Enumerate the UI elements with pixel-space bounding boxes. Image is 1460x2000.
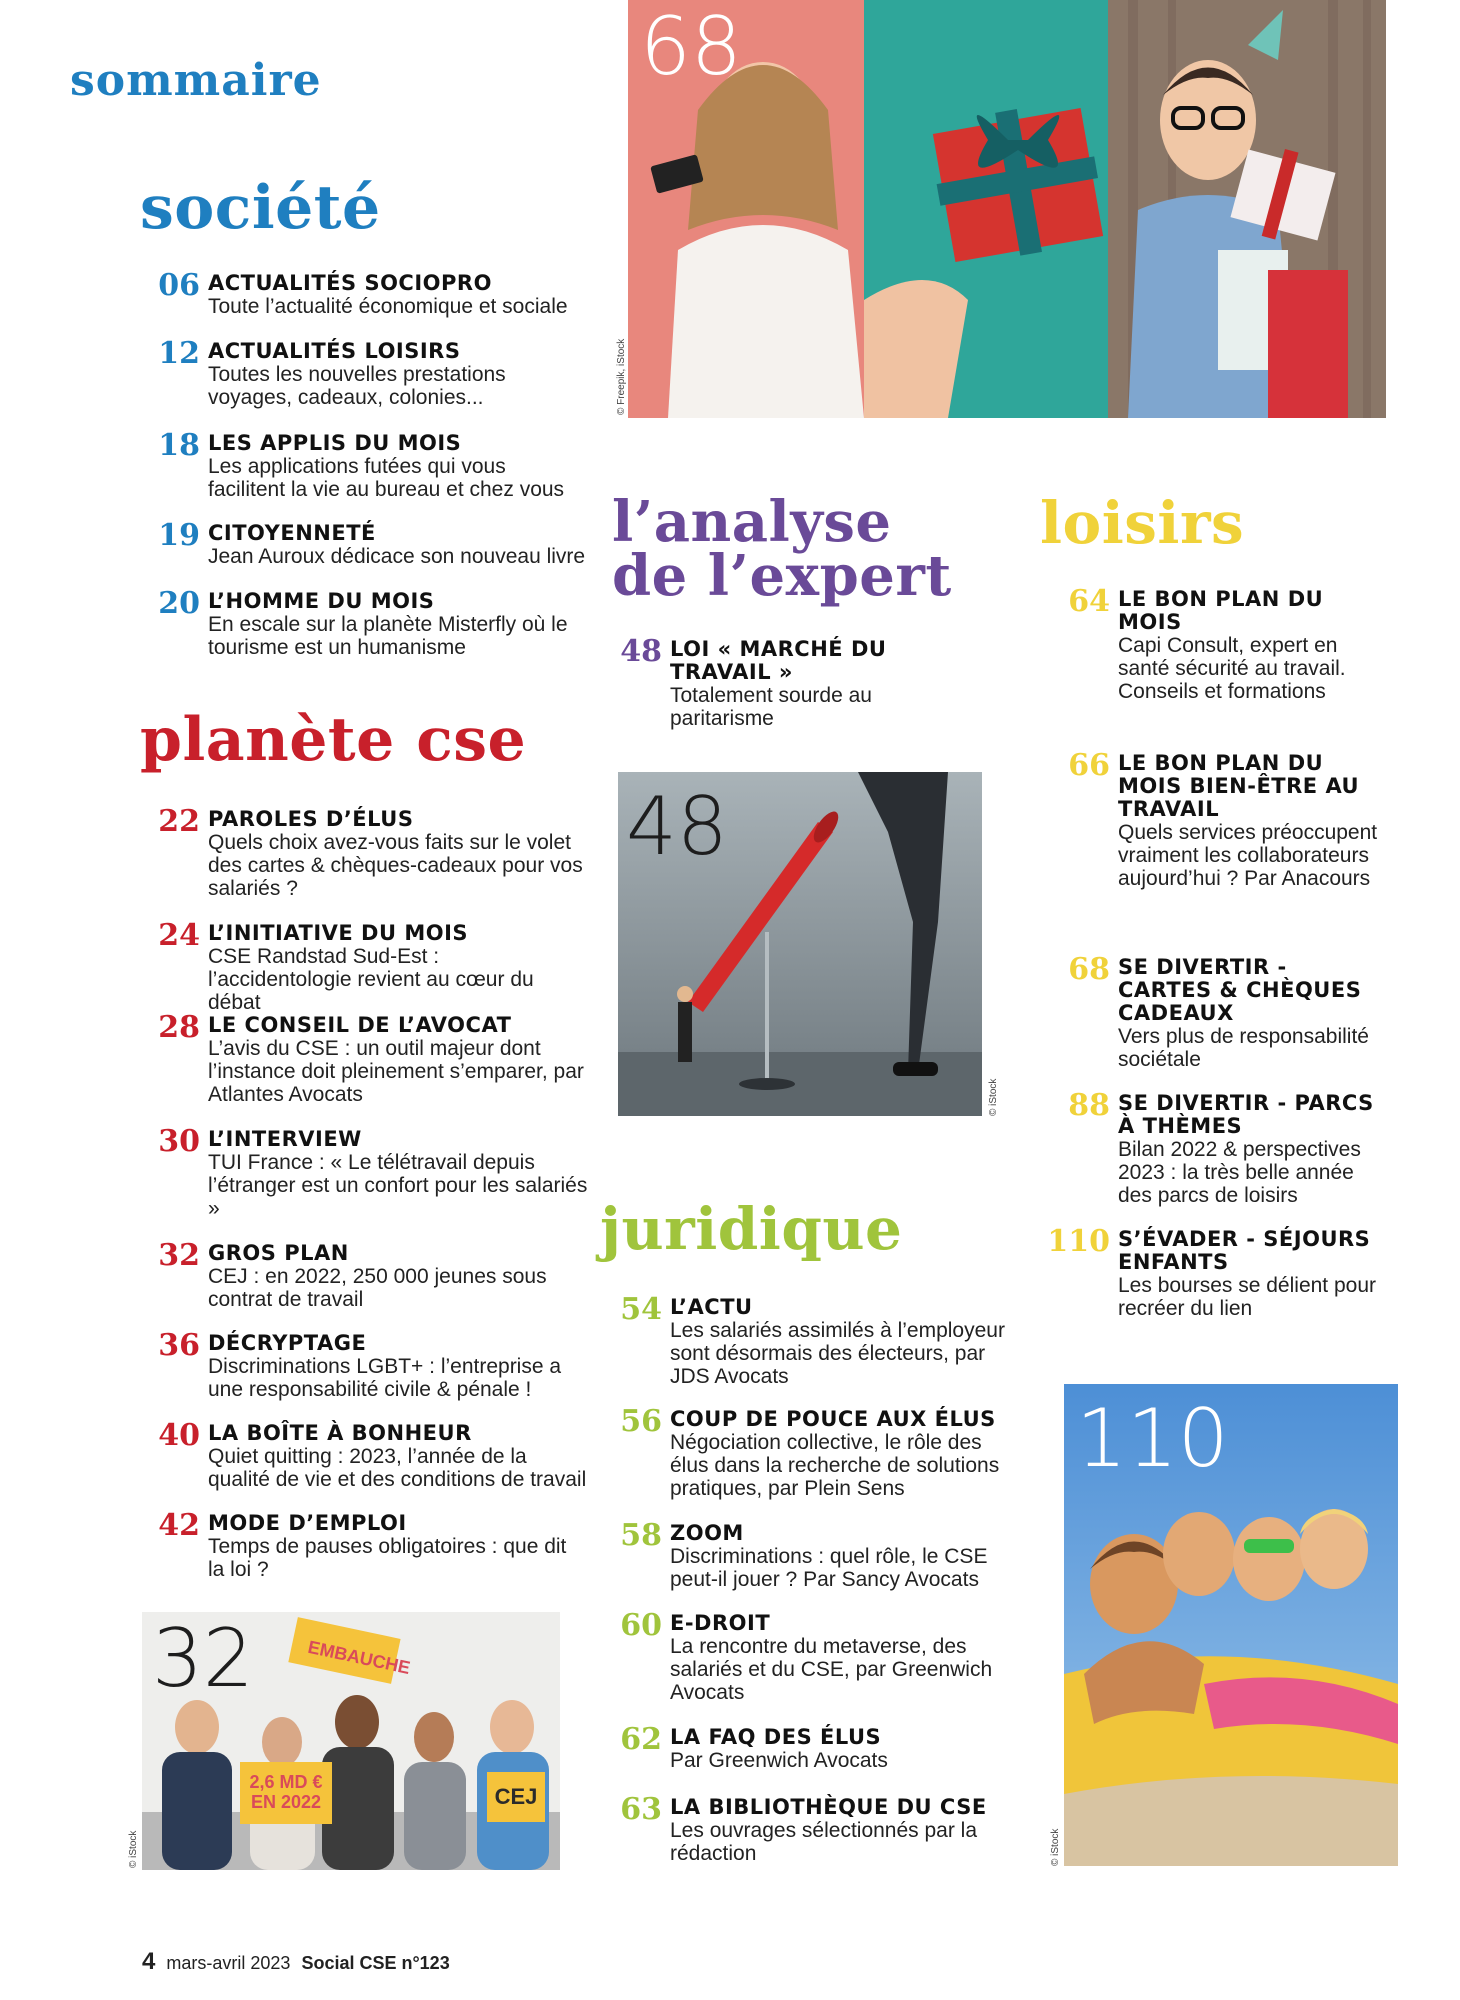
toc-entry-text <box>670 1408 1010 1500</box>
toc-entry-description: Toute l’actualité économique et sociale <box>208 295 568 318</box>
toc-entry-heading: E-DROIT <box>670 1611 771 1635</box>
toc-entry-heading: ACTUALITÉS SOCIOPRO <box>208 271 492 295</box>
toc-entry-text <box>208 272 588 318</box>
toc-entry-text <box>208 1422 588 1491</box>
toc-page-number: 60 <box>620 1608 662 1643</box>
sign-amount <box>240 1772 332 1812</box>
toc-entry-heading: LE BON PLAN DU MOIS BIEN-ÊTRE AU TRAVAIL <box>1118 751 1360 821</box>
photo-110-credit: © iStock <box>1050 1828 1061 1866</box>
toc-page-number: 88 <box>1068 1088 1110 1123</box>
toc-page-number: 58 <box>620 1518 662 1553</box>
toc-page-number: 56 <box>620 1404 662 1439</box>
toc-entry-heading: SE DIVERTIR - CARTES & CHÈQUES CADEAUX <box>1118 955 1362 1025</box>
toc-page-number: 22 <box>158 804 200 839</box>
toc-page-number: 12 <box>158 336 200 371</box>
toc-entry-description: Vers plus de responsabilité sociétale <box>1118 1025 1369 1071</box>
toc-entry-text <box>208 1128 588 1220</box>
toc-entry-text <box>670 1296 1010 1388</box>
toc-entry-heading: CITOYENNETÉ <box>208 521 376 545</box>
toc-entry-heading: LA FAQ DES ÉLUS <box>670 1725 882 1749</box>
toc-page-number: 36 <box>158 1328 200 1363</box>
toc-entry-description: Quiet quitting : 2023, l’année de la qualité de vie et des conditions de travail <box>208 1445 587 1491</box>
toc-entry-description: La rencontre du metaverse, des salariés et du CSE, par Greenwich Avocats <box>670 1635 993 1704</box>
toc-entry-text <box>1118 956 1388 1071</box>
toc-entry-description: Discriminations : quel rôle, le CSE peut-il jouer ? Par Sancy Avocats <box>670 1545 988 1591</box>
toc-entry-heading: GROS PLAN <box>208 1241 349 1265</box>
toc-page-number: 42 <box>158 1508 200 1543</box>
toc-entry-description: CSE Randstad Sud-Est : l’accidentologie revient au cœur du débat <box>208 945 534 1014</box>
sign-amount-line1: 2,6 MD € <box>249 1772 323 1792</box>
toc-entry-description: Les salariés assimilés à l’employeur sont désormais des électeurs, par JDS Avocats <box>670 1319 1005 1388</box>
page-title: sommaire <box>70 55 322 106</box>
section-title-analyse-line1: l’analyse <box>612 489 892 555</box>
toc-page-number: 30 <box>158 1124 200 1159</box>
toc-entry-description: Discriminations LGBT+ : l’entreprise a une responsabilité civile & pénale ! <box>208 1355 562 1401</box>
toc-entry-heading: SE DIVERTIR - PARCS À THÈMES <box>1118 1091 1374 1138</box>
toc-entry-description: Les bourses se délient pour recréer du lien <box>1118 1274 1376 1320</box>
photo-32-number: 32 <box>152 1612 254 1705</box>
photo-68-number: 68 <box>640 0 742 93</box>
toc-entry-text <box>1118 1228 1388 1320</box>
toc-entry-text <box>208 1242 588 1311</box>
toc-entry-text <box>208 808 588 900</box>
toc-entry-heading: LOI « MARCHÉ DU TRAVAIL » <box>670 637 887 684</box>
toc-entry-heading: LA BOÎTE À BONHEUR <box>208 1421 472 1445</box>
toc-page-number: 63 <box>620 1792 662 1827</box>
toc-page-number: 110 <box>1047 1224 1110 1259</box>
section-title-planete-cse: planète cse <box>140 705 527 775</box>
section-title-juridique: juridique <box>600 1195 903 1263</box>
toc-entry-description: Les applications futées qui vous facilitent la vie au bureau et chez vous <box>208 455 565 501</box>
toc-page-number: 19 <box>158 518 200 553</box>
footer-date: mars-avril 2023 <box>166 1953 291 1973</box>
toc-entry-description: Négociation collective, le rôle des élus dans la recherche de solutions pratiques, par Plein Sens <box>670 1431 1000 1500</box>
toc-page-number: 06 <box>158 268 200 303</box>
toc-entry-text <box>670 1522 1010 1591</box>
toc-entry-heading: S’ÉVADER - SÉJOURS ENFANTS <box>1118 1227 1371 1274</box>
toc-entry-description: Jean Auroux dédicace son nouveau livre <box>208 545 586 568</box>
photo-32 <box>142 1612 560 1870</box>
toc-entry-text <box>208 590 588 659</box>
toc-page-number: 62 <box>620 1722 662 1757</box>
sign-cej: CEJ <box>494 1784 538 1809</box>
toc-entry-description: Bilan 2022 & perspectives 2023 : la très belle année des parcs de loisirs <box>1118 1138 1361 1207</box>
toc-page-number: 20 <box>158 586 200 621</box>
toc-entry-heading: ACTUALITÉS LOISIRS <box>208 339 461 363</box>
toc-entry-text <box>670 1612 1010 1704</box>
toc-page-number: 32 <box>158 1238 200 1273</box>
toc-entry-description: Capi Consult, expert en santé sécurité au travail. Conseils et formations <box>1118 634 1346 703</box>
toc-page-number: 24 <box>158 918 200 953</box>
toc-entry-heading: ZOOM <box>670 1521 744 1545</box>
toc-entry-text <box>1118 588 1388 703</box>
toc-entry-description: Par Greenwich Avocats <box>670 1749 888 1772</box>
toc-entry-heading: MODE D’EMPLOI <box>208 1511 407 1535</box>
photo-110 <box>1064 1384 1398 1866</box>
section-title-societe: société <box>140 173 381 243</box>
sign-embauche: EMBAUCHE <box>306 1636 413 1679</box>
toc-entry-description: Les ouvrages sélectionnés par la rédaction <box>670 1819 978 1865</box>
toc-entry-heading: LA BIBLIOTHÈQUE DU CSE <box>670 1795 987 1819</box>
toc-entry-text <box>670 1726 1010 1772</box>
toc-entry-heading: LE BON PLAN DU MOIS <box>1118 587 1324 634</box>
toc-entry-heading: L’INTERVIEW <box>208 1127 362 1151</box>
toc-entry-description: Totalement sourde au paritarisme <box>670 684 872 730</box>
toc-entry-description: CEJ : en 2022, 250 000 jeunes sous contrat de travail <box>208 1265 547 1311</box>
toc-entry-heading: DÉCRYPTAGE <box>208 1331 367 1355</box>
photo-48-credit: © iStock <box>988 1078 999 1116</box>
toc-entry-text <box>208 1332 588 1401</box>
toc-entry-heading: PAROLES D’ÉLUS <box>208 807 414 831</box>
toc-entry-text <box>208 1512 588 1581</box>
photo-110-number: 110 <box>1076 1392 1229 1485</box>
photo-32-credit: © iStock <box>128 1830 139 1868</box>
toc-entry-heading: COUP DE POUCE AUX ÉLUS <box>670 1407 996 1431</box>
toc-page-number: 64 <box>1068 584 1110 619</box>
toc-entry-text <box>208 340 588 409</box>
sign-amount-line2: EN 2022 <box>250 1792 322 1812</box>
footer <box>142 1948 450 1976</box>
toc-entry-description: Toutes les nouvelles prestations voyages, cadeaux, colonies... <box>208 363 506 409</box>
toc-entry-description: Quels services préoccupent vraiment les collaborateurs aujourd’hui ? Par Anacours <box>1118 821 1378 890</box>
section-title-loisirs: loisirs <box>1040 489 1245 557</box>
toc-page-number: 18 <box>158 428 200 463</box>
section-title-analyse-line2: de l’expert <box>612 543 952 609</box>
toc-page-number: 48 <box>620 634 662 669</box>
toc-entry-heading: LES APPLIS DU MOIS <box>208 431 462 455</box>
toc-entry-text <box>208 1014 588 1106</box>
toc-entry-heading: LE CONSEIL DE L’AVOCAT <box>208 1013 512 1037</box>
toc-entry-description: L’avis du CSE : un outil majeur dont l’instance doit pleinement s’emparer, par Atlantes Avocats <box>208 1037 584 1106</box>
toc-entry-description: Quels choix avez-vous faits sur le volet des cartes & chèques-cadeaux pour vos salariés ? <box>208 831 583 900</box>
toc-entry-text <box>670 638 940 730</box>
toc-page-number: 54 <box>620 1292 662 1327</box>
toc-entry-description: Temps de pauses obligatoires : que dit la loi ? <box>208 1535 567 1581</box>
toc-entry-heading: L’ACTU <box>670 1295 753 1319</box>
toc-page-number: 40 <box>158 1418 200 1453</box>
toc-entry-description: En escale sur la planète Misterfly où le tourisme est un humanisme <box>208 613 568 659</box>
photo-68-credit: © Freepik, iStock <box>616 338 627 415</box>
toc-entry-text <box>208 522 588 568</box>
toc-page-number: 28 <box>158 1010 200 1045</box>
toc-page-number: 66 <box>1068 748 1110 783</box>
toc-entry-description: TUI France : « Le télétravail depuis l’étranger est un confort pour les salariés » <box>208 1151 588 1220</box>
photo-48-number: 48 <box>626 780 728 873</box>
toc-entry-heading: L’HOMME DU MOIS <box>208 589 435 613</box>
photo-48 <box>618 772 982 1116</box>
toc-entry-heading: L’INITIATIVE DU MOIS <box>208 921 469 945</box>
toc-entry-text <box>208 922 588 1014</box>
footer-page-number: 4 <box>142 1948 156 1975</box>
footer-magazine: Social CSE n°123 <box>301 1953 450 1973</box>
toc-entry-text <box>208 432 588 501</box>
toc-entry-text <box>1118 1092 1388 1207</box>
photo-68 <box>628 0 1386 418</box>
toc-entry-text <box>670 1796 1010 1865</box>
toc-page-number: 68 <box>1068 952 1110 987</box>
toc-entry-text <box>1118 752 1388 890</box>
